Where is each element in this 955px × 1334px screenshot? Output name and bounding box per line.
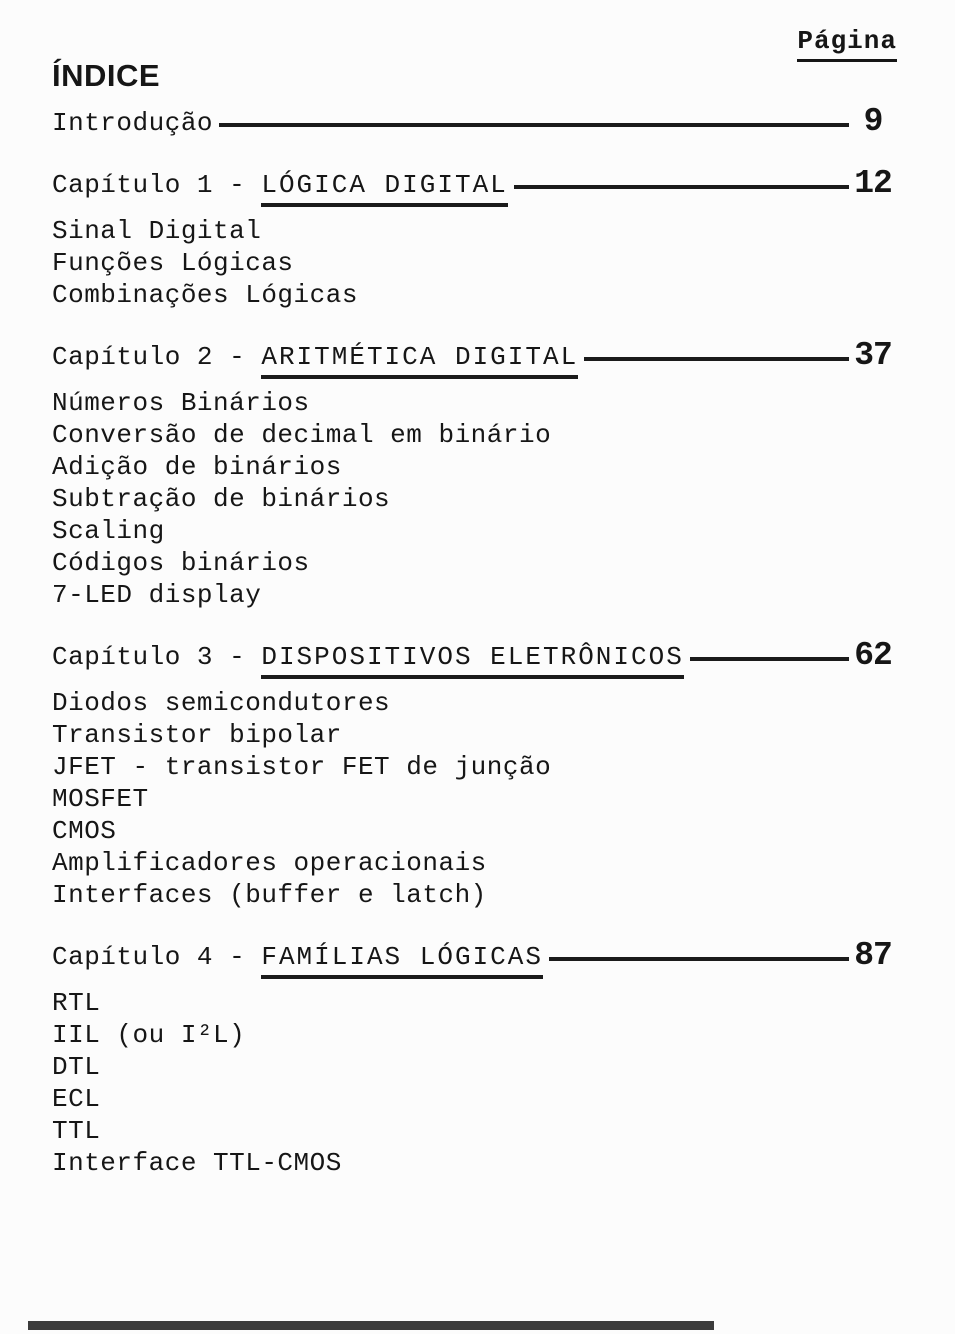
toc-item: Adição de binários: [52, 452, 342, 482]
toc-item: Subtração de binários: [52, 484, 391, 514]
toc-item: Amplificadores operacionais: [52, 848, 487, 878]
chapter-title: LÓGICA DIGITAL: [261, 170, 507, 207]
toc-item: Números Binários: [52, 388, 310, 418]
toc-item: Diodos semicondutores: [52, 688, 391, 718]
chapter-title: DISPOSITIVOS ELETRÔNICOS: [261, 642, 683, 679]
toc-item: 7-LED display: [52, 580, 262, 610]
leader-line: [549, 957, 849, 961]
page-column-header: [52, 26, 897, 56]
leader-line: [219, 123, 849, 127]
chapter-section-1: [52, 165, 897, 311]
toc-item: Sinal Digital: [52, 216, 262, 246]
chapter-heading-row: [52, 337, 897, 374]
toc-item: Interface TTL-CMOS: [52, 1148, 342, 1178]
toc-item: Combinações Lógicas: [52, 280, 358, 310]
chapter-prefix: Capítulo 4 -: [52, 942, 262, 972]
page-column-label: Página: [797, 26, 897, 62]
chapter-heading-row: [52, 937, 897, 974]
toc-item: Conversão de decimal em binário: [52, 420, 552, 450]
chapter-title: FAMÍLIAS LÓGICAS: [261, 942, 543, 979]
toc-entry-introducao: [52, 103, 897, 140]
toc-entry-label: Introdução: [52, 108, 214, 138]
chapter-title: ARITMÉTICA DIGITAL: [261, 342, 578, 379]
chapter-section-3: [52, 637, 897, 911]
chapter-heading-row: [52, 637, 897, 674]
toc-item: Scaling: [52, 516, 165, 546]
chapter-prefix: Capítulo 1 -: [52, 170, 262, 200]
toc-item: RTL: [52, 988, 101, 1018]
chapter-label: [52, 941, 543, 973]
leader-line: [584, 357, 849, 361]
toc-item: Funções Lógicas: [52, 248, 294, 278]
toc-item: ECL: [52, 1084, 101, 1114]
chapter-items: [52, 687, 897, 911]
page-title: ÍNDICE: [52, 58, 161, 93]
toc-item: JFET - transistor FET de junção: [52, 752, 552, 782]
chapter-label: [52, 641, 684, 673]
toc-item: Códigos binários: [52, 548, 310, 578]
toc-item: MOSFET: [52, 784, 149, 814]
scan-edge-artifact: [28, 1321, 714, 1330]
chapter-label: [52, 169, 508, 201]
chapter-label: [52, 341, 578, 373]
leader-line: [514, 185, 849, 189]
chapter-heading-row: [52, 165, 897, 202]
toc-item: IIL (ou I²L): [52, 1020, 246, 1050]
page-number: 87: [854, 937, 892, 974]
page-number: 12: [854, 165, 892, 202]
chapter-items: [52, 215, 897, 311]
toc-item: CMOS: [52, 816, 117, 846]
toc-item: TTL: [52, 1116, 101, 1146]
page-number: 9: [863, 103, 883, 140]
chapter-prefix: Capítulo 3 -: [52, 642, 262, 672]
page-number: 37: [854, 337, 892, 374]
chapter-items: [52, 987, 897, 1179]
toc-item: Interfaces (buffer e latch): [52, 880, 487, 910]
chapter-prefix: Capítulo 2 -: [52, 342, 262, 372]
page-number: 62: [854, 637, 892, 674]
chapter-items: [52, 387, 897, 611]
leader-line: [690, 657, 849, 661]
toc-item: Transistor bipolar: [52, 720, 342, 750]
toc-item: DTL: [52, 1052, 101, 1082]
chapter-section-4: [52, 937, 897, 1179]
chapter-section-2: [52, 337, 897, 611]
